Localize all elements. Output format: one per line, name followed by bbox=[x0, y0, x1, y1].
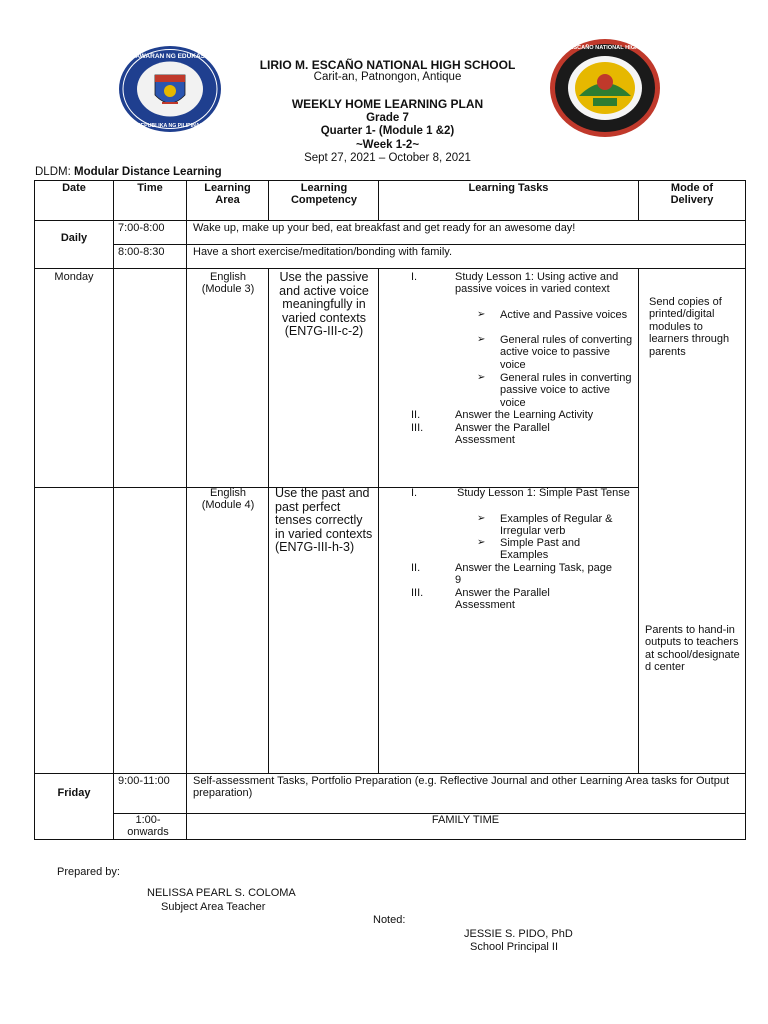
task2-bullet-1: Examples of Regular & Irregular verb bbox=[500, 513, 613, 538]
grade-level: Grade 7 bbox=[366, 112, 409, 124]
task2-num-1: I. bbox=[411, 487, 418, 499]
dldm-line bbox=[35, 166, 222, 178]
svg-text:LIRIO M. ESCAÑO NATIONAL HIGH: LIRIO M. ESCAÑO NATIONAL HIGH SCHOOL bbox=[549, 45, 661, 51]
daily-task-2: Have a short exercise/meditation/bonding with family. bbox=[193, 246, 453, 258]
daily-time-2: 8:00-8:30 bbox=[118, 246, 165, 258]
task2-text-2: Answer the Learning Task, page 9 bbox=[455, 562, 612, 587]
daily-label: Daily bbox=[60, 232, 88, 244]
task1-bullet-2: General rules of converting active voice to passive voice bbox=[500, 334, 633, 371]
task1-bullet-1: Active and Passive voices bbox=[500, 309, 628, 321]
quarter-label: Quarter 1- (Module 1 &2) bbox=[320, 125, 455, 137]
prepared-by-label: Prepared by: bbox=[57, 866, 120, 878]
delivery-send-modules: Send copies of printed/digital modules to learners through parents bbox=[649, 296, 730, 358]
monday-label: Monday bbox=[54, 271, 94, 283]
header-mode-of-delivery: Mode of Delivery bbox=[670, 182, 714, 207]
task1-num-2: II. bbox=[411, 409, 421, 421]
bullet-arrow-icon: ➢ bbox=[477, 372, 486, 383]
task1-text-3: Answer the Parallel Assessment bbox=[455, 422, 550, 447]
header-time: Time bbox=[137, 182, 163, 194]
monday-competency-2: Use the past and past perfect tenses correctly in varied contexts (EN7G-III-h-3) bbox=[275, 486, 373, 555]
monday-area-2: English (Module 4) bbox=[201, 487, 255, 512]
daily-task-1: Wake up, make up your bed, eat breakfast and get ready for an awesome day! bbox=[193, 222, 576, 234]
friday-task-2: FAMILY TIME bbox=[431, 814, 500, 826]
dldm-label: DLDM: bbox=[35, 166, 71, 178]
monday-competency-1: Use the passive and active voice meaningfully in varied contexts (EN7G-III-c-2) bbox=[279, 270, 369, 339]
plan-title: WEEKLY HOME LEARNING PLAN bbox=[291, 97, 484, 111]
header-learning-area: Learning Area bbox=[204, 182, 251, 207]
week-label: ~Week 1-2~ bbox=[355, 139, 420, 151]
task1-num-3: III. bbox=[411, 422, 424, 434]
task2-text-3: Answer the Parallel Assessment bbox=[455, 587, 550, 612]
date-range: Sept 27, 2021 – October 8, 2021 bbox=[304, 152, 471, 164]
header-learning-competency: Learning Competency bbox=[290, 182, 358, 207]
principal-name: JESSIE S. PIDO, PhD bbox=[464, 928, 573, 940]
task2-num-2: II. bbox=[411, 562, 421, 574]
task1-text-1: Study Lesson 1: Using active and passive voices in varied context bbox=[455, 271, 619, 296]
task1-text-2: Answer the Learning Activity bbox=[455, 409, 594, 421]
delivery-hand-in-outputs: Parents to hand-in outputs to teachers at school/designated center bbox=[645, 624, 740, 674]
bullet-arrow-icon: ➢ bbox=[477, 537, 486, 548]
principal-title: School Principal II bbox=[470, 941, 559, 953]
header-learning-tasks: Learning Tasks bbox=[468, 182, 549, 194]
task1-bullet-3: General rules in converting passive voice to active voice bbox=[500, 372, 632, 409]
teacher-title: Subject Area Teacher bbox=[161, 901, 266, 913]
friday-time-1: 9:00-11:00 bbox=[118, 775, 170, 787]
header-date: Date bbox=[62, 182, 86, 194]
friday-label: Friday bbox=[57, 787, 91, 799]
bullet-arrow-icon: ➢ bbox=[477, 309, 486, 320]
task1-num-1: I. bbox=[411, 271, 418, 283]
bullet-arrow-icon: ➢ bbox=[477, 334, 486, 345]
svg-text:REPUBLIKA NG PILIPINAS: REPUBLIKA NG PILIPINAS bbox=[136, 123, 204, 129]
svg-text:KAGAWARAN NG EDUKASYON: KAGAWARAN NG EDUKASYON bbox=[120, 53, 220, 60]
dldm-value: Modular Distance Learning bbox=[73, 166, 222, 178]
noted-label: Noted: bbox=[373, 914, 406, 926]
task2-text-1: Study Lesson 1: Simple Past Tense bbox=[457, 487, 630, 499]
monday-area-1: English (Module 3) bbox=[201, 271, 255, 296]
bullet-arrow-icon: ➢ bbox=[477, 513, 486, 524]
daily-time-1: 7:00-8:00 bbox=[118, 222, 165, 234]
school-name: LIRIO M. ESCAÑO NATIONAL HIGH SCHOOL bbox=[259, 58, 516, 72]
task2-bullet-2: Simple Past and Examples bbox=[500, 537, 581, 562]
friday-time-2: 1:00-onwards bbox=[127, 814, 169, 839]
friday-task-1: Self-assessment Tasks, Portfolio Preparation (e.g. Reflective Journal and other Learning Area tasks for Output preparation) bbox=[193, 775, 730, 800]
task2-num-3: III. bbox=[411, 587, 424, 599]
school-address: Carit-an, Patnongon, Antique bbox=[313, 71, 462, 83]
teacher-name: NELISSA PEARL S. COLOMA bbox=[147, 887, 296, 899]
